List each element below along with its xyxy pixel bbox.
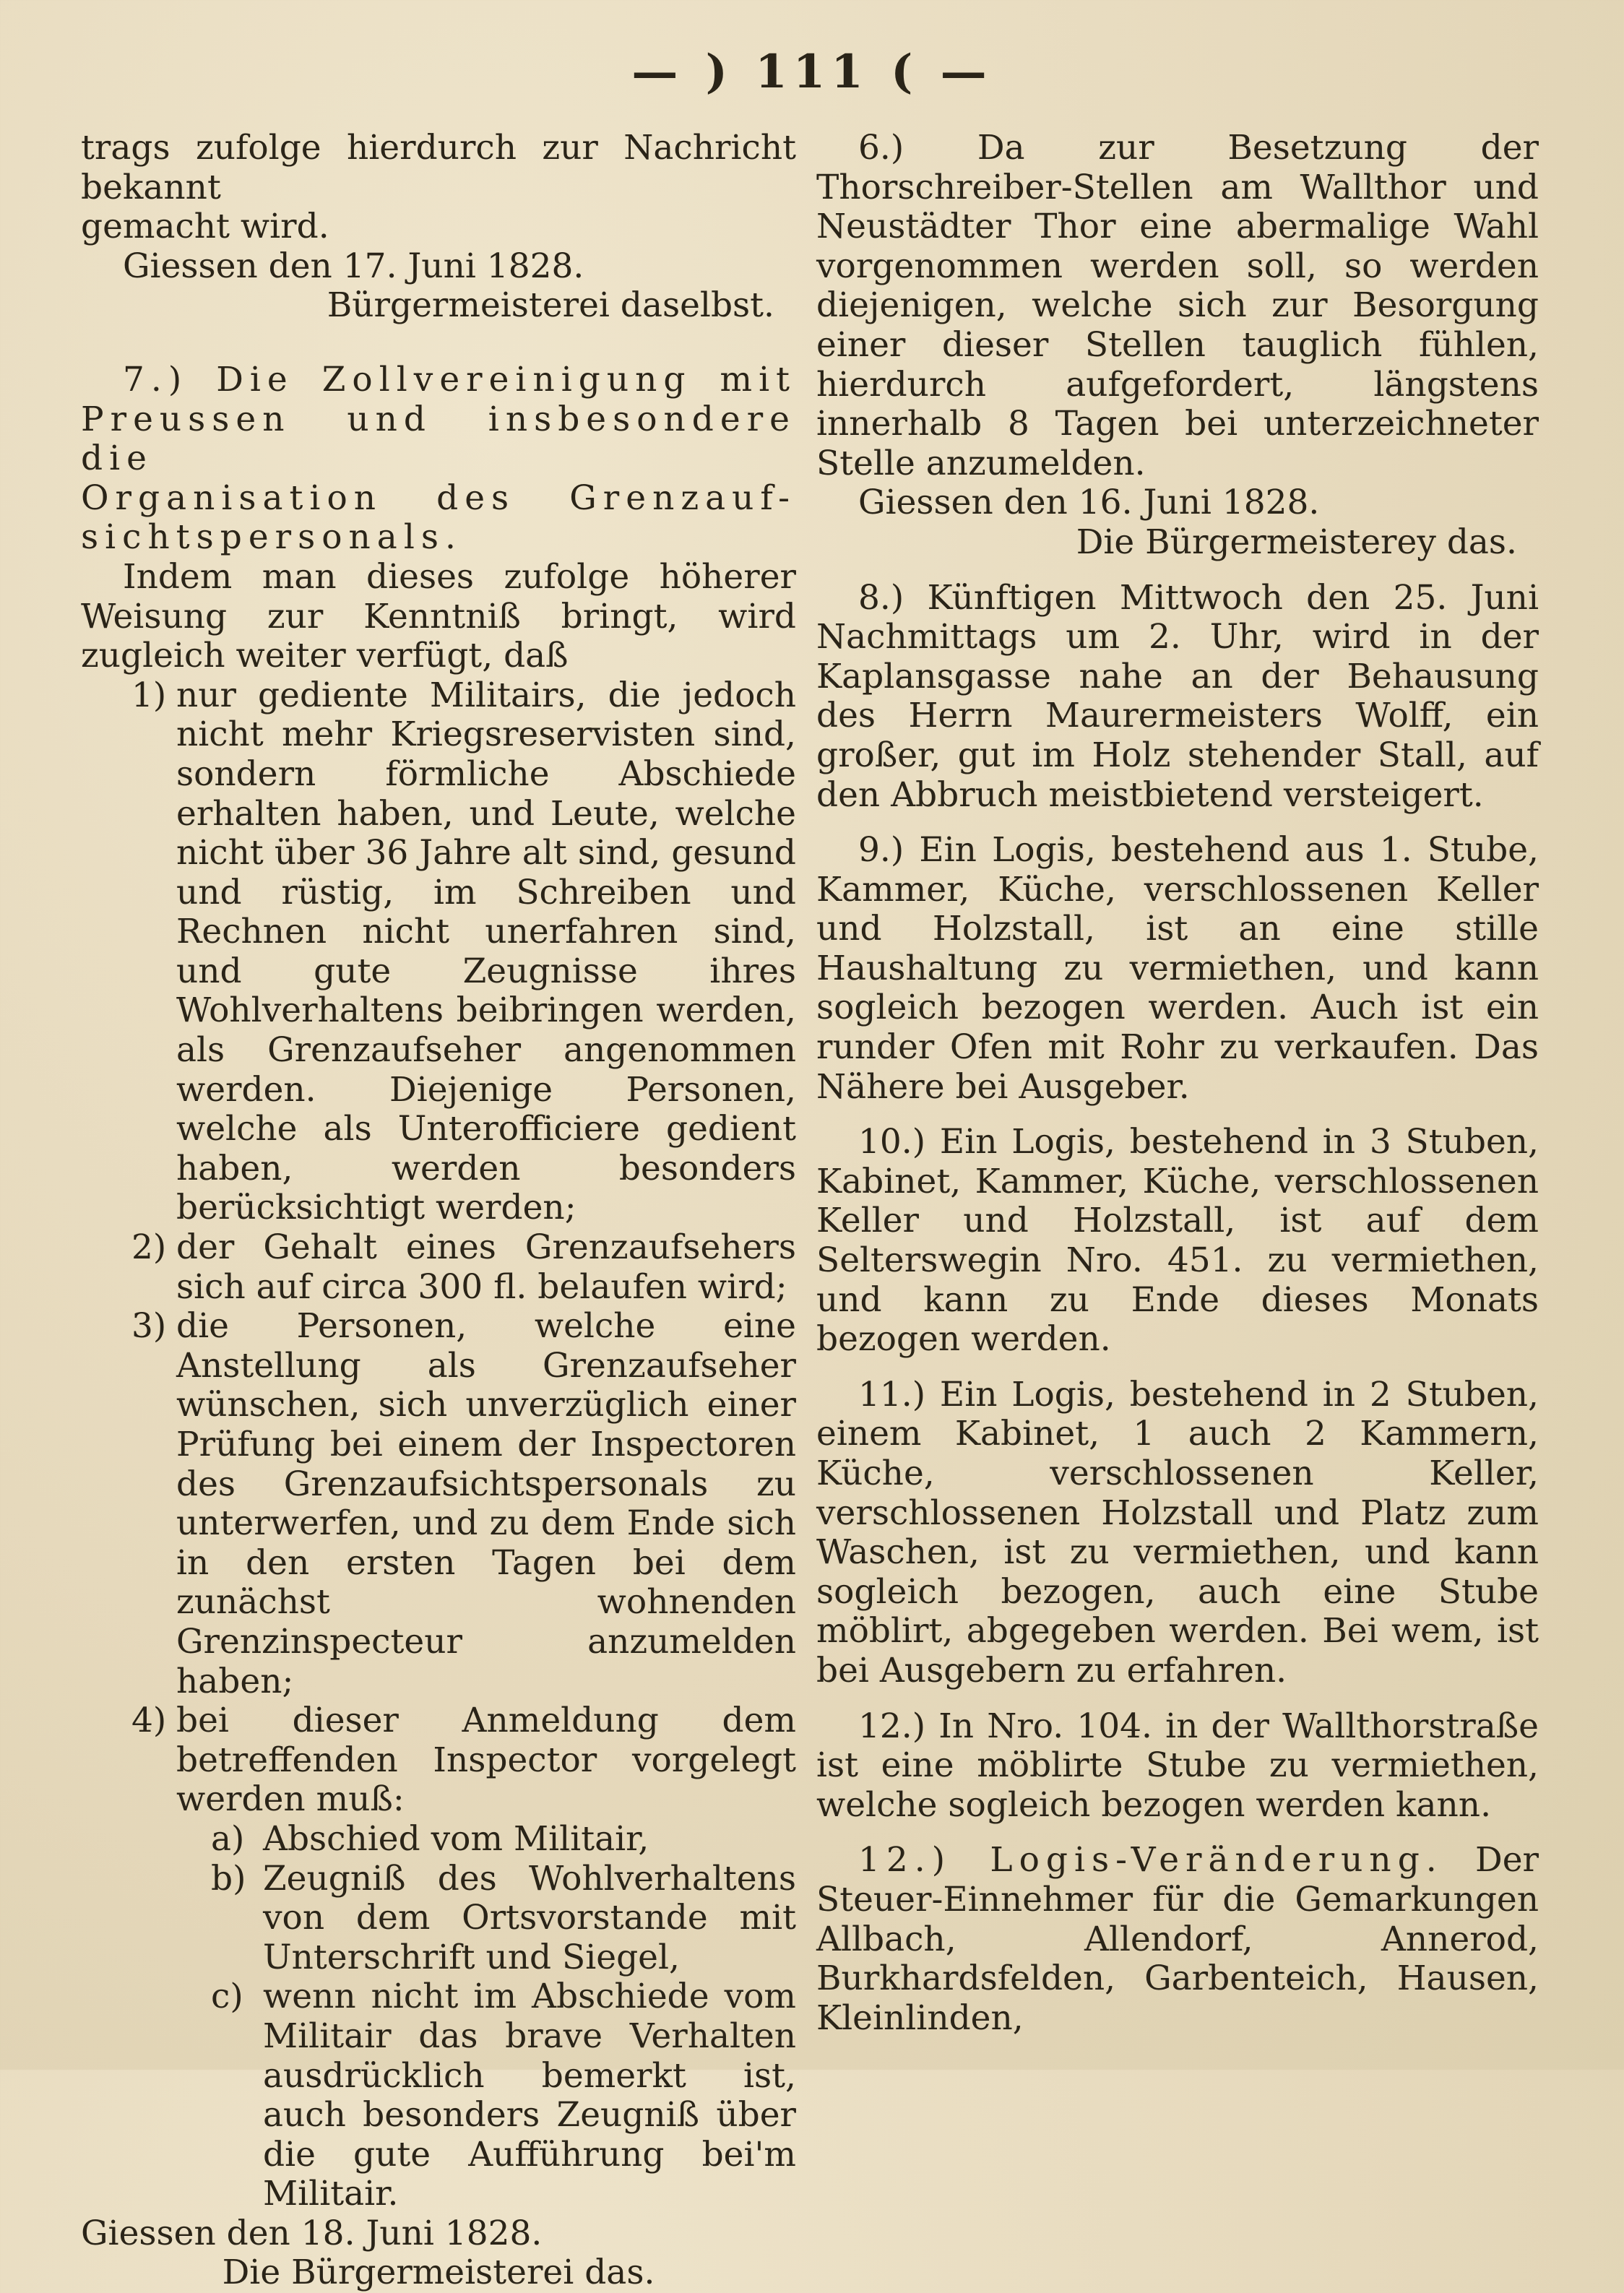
s8-notice: 8.) Künftigen Mittwoch den 25. Juni Nachmittags um 2. Uhr, wird in der Kaplansgasse nahe an der Behausung des Herrn Maurermeisters Wolff, ein großer, gut im Holz stehender Stall, auf den Abbruch meistbietend versteigert.	[816, 577, 1539, 815]
s12b-label: 12.) Logis-Veränderung.	[858, 1840, 1443, 1880]
sublist-item-letter: b)	[211, 1858, 246, 1899]
list-item-text: bei dieser Anmeldung dem betreffenden Inspector vorgelegt werden muß:	[176, 1701, 796, 1820]
left-column	[81, 129, 796, 2293]
sublist-item	[211, 1860, 796, 1978]
s6-notice: 6.) Da zur Besetzung der Thorschreiber-Stellen am Wallthor und Neustädter Thor eine abermalige Wahl vorgenommen werden soll, so werden diejenigen, welche sich zur Besorgung einer dieser Stellen tauglich fühlen, hierdurch aufgefordert, längstens innerhalb 8 Tagen bei unterzeichneter Stelle anzumelden.	[816, 128, 1539, 483]
page-number-header: — ) 111 ( —	[631, 45, 993, 99]
s12b-body: Der Steuer-Einnehmer für die Gemarkungen Allbach, Allendorf, Annerod, Burkhardsfelden, Garbenteich, Hausen, Kleinlinden,	[816, 1840, 1539, 2038]
s7-title-line-1: 7.) Die Zollvereinigung mit	[123, 359, 796, 400]
sublist-item-letter: c)	[211, 1977, 243, 2017]
intro-date: Giessen den 17. Juni 1828.	[123, 246, 584, 286]
sublist-item-text: wenn nicht im Abschiede vom Militair das brave Verhalten ausdrücklich bemerkt ist, auch besonders Zeugniß über die gute Aufführung bei'm Militair.	[263, 1977, 796, 2214]
s7-signature: Die Bürgermeisterei das.	[222, 2253, 655, 2293]
intro-line-2: gemacht wird.	[81, 207, 329, 247]
s7-title-line-2: Preussen und insbesondere die	[81, 399, 796, 479]
list-item-number: 3)	[131, 1306, 167, 1347]
s7-title-line-3: Organisation des Grenzauf-	[81, 478, 796, 518]
list-item-text: nur gediente Militairs, die jedoch nicht mehr Kriegsreservisten sind, sondern förmliche Abschiede erhalten haben, und Leute, welche nicht über 36 Jahre alt sind, gesund und rüstig, im Schreiben und Rechnen nicht unerfahren sind, und gute Zeugnisse ihres Wohlverhaltens beibringen werden, als Grenzaufseher angenommen werden. Diejenige Personen, welche als Unterofficiere gedient haben, werden besonders berücksichtigt werden;	[176, 675, 796, 1228]
list-item	[131, 1307, 796, 1701]
s11-notice: 11.) Ein Logis, bestehend in 2 Stuben, einem Kabinet, 1 auch 2 Kammern, Küche, verschlossenen Keller, verschlossenen Holzstall und Platz zum Waschen, ist zu vermiethen, und kann sogleich bezogen, auch eine Stube möblirt, abgegeben werden. Bei wem, ist bei Ausgebern zu erfahren.	[816, 1374, 1539, 1690]
list-item-number: 1)	[131, 675, 167, 715]
sublist-item	[211, 1820, 796, 1860]
s12a-notice: 12.) In Nro. 104. in der Wallthorstraße ist eine möblirte Stube zu vermiethen, welche sogleich bezogen werden kann.	[816, 1706, 1539, 1825]
list-item	[131, 1228, 796, 1307]
s6-signature: Die Bürgermeisterey das.	[1076, 522, 1517, 562]
list-item-number: 2)	[131, 1227, 167, 1268]
sublist-item-text: Abschied vom Militair,	[263, 1818, 649, 1859]
list-item	[131, 676, 796, 1228]
list-item	[131, 1701, 796, 1820]
intro-line-1: trags zufolge hierdurch zur Nachricht bekannt	[81, 128, 796, 207]
list-item-text: die Personen, welche eine Anstellung als Grenzaufseher wünschen, sich unverzüglich einer Prüfung bei einem der Inspectoren des Grenzaufsichtspersonals zu unterwerfen, und zu dem Ende sich in den ersten Tagen bei dem zunächst wohnenden Grenzinspecteur anzumelden haben;	[176, 1306, 796, 1701]
intro-signature: Bürgermeisterei daselbst.	[327, 285, 774, 326]
s9-notice: 9.) Ein Logis, bestehend aus 1. Stube, Kammer, Küche, verschlossenen Keller und Holzstall, ist an eine stille Haushaltung zu vermiethen, und kann sogleich bezogen werden. Auch ist ein runder Ofen mit Rohr zu verkaufen. Das Nähere bei Ausgeber.	[816, 830, 1539, 1107]
sublist-item	[211, 1977, 796, 2214]
s7-date: Giessen den 18. Juni 1828.	[81, 2213, 543, 2253]
sublist-item-text: Zeugniß des Wohlverhaltens von dem Ortsvorstande mit Unterschrift und Siegel,	[263, 1858, 796, 1977]
list-item-text: der Gehalt eines Grenzaufsehers sich auf circa 300 fl. belaufen wird;	[176, 1227, 796, 1307]
s7-body: Indem man dieses zufolge höherer Weisung zur Kenntniß bringt, wird zugleich weiter verfügt, daß	[81, 556, 796, 676]
right-column	[816, 129, 1539, 2038]
s6-date: Giessen den 16. Juni 1828.	[858, 483, 1320, 523]
s10-notice: 10.) Ein Logis, bestehend in 3 Stuben, Kabinet, Kammer, Küche, verschlossenen Keller und Holzstall, ist auf dem Selterswegin Nro. 451. zu vermiethen, und kann zu Ende dieses Monats bezogen werden.	[816, 1122, 1539, 1360]
list-item-number: 4)	[131, 1701, 167, 1741]
s7-title-line-4: sichtspersonals.	[81, 517, 462, 558]
sublist-item-letter: a)	[211, 1818, 245, 1859]
